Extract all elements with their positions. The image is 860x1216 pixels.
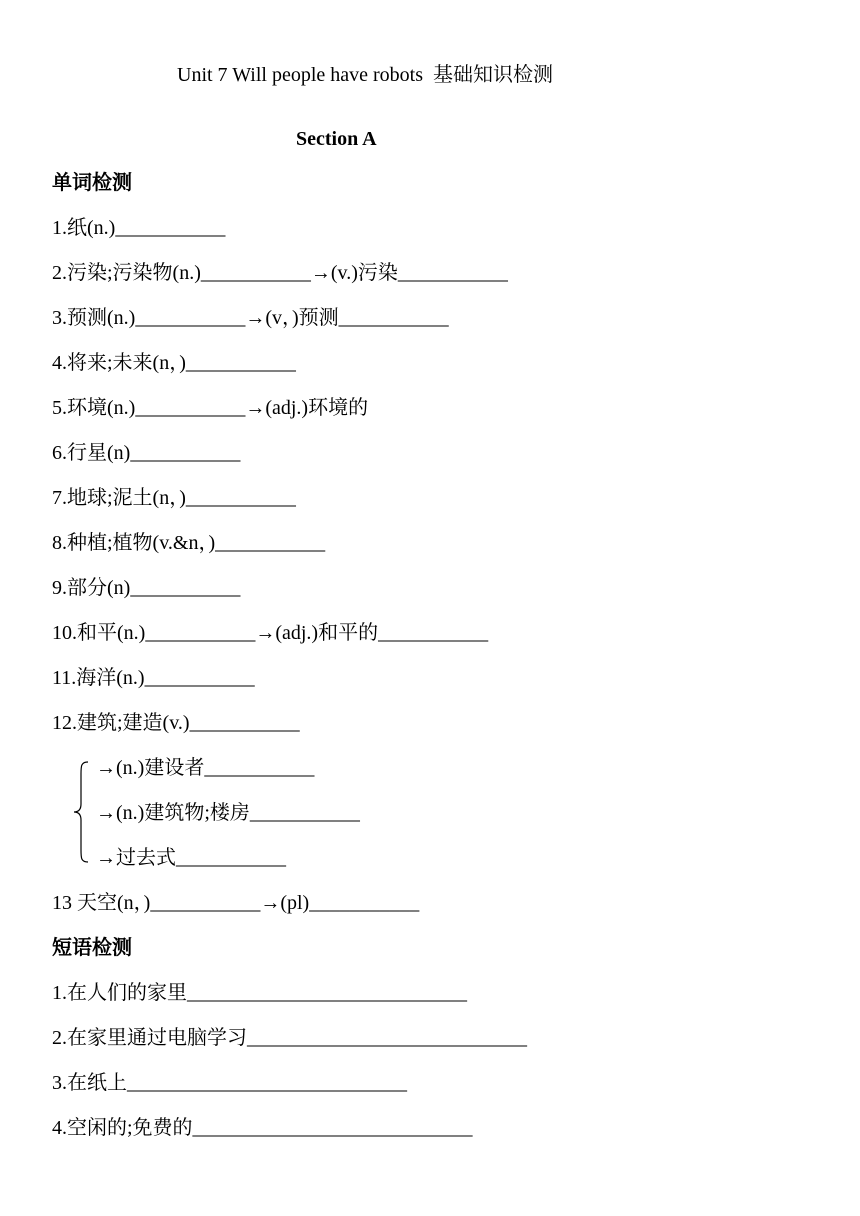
phrase-heading: 短语检测 — [52, 937, 132, 959]
vocab-heading: 单词检测 — [52, 172, 132, 194]
vocab-item: 1.纸(n.)___________ — [52, 217, 226, 239]
document-title: Unit 7 Will people have robots 基础知识检测 — [177, 64, 554, 86]
vocab-item: 5.环境(n.)___________→(adj.)环境的 — [52, 397, 369, 419]
section-title: Section A — [296, 128, 377, 150]
phrase-item: 3.在纸上____________________________ — [52, 1072, 407, 1094]
vocab-sub-item: →(n.)建设者___________ — [96, 757, 315, 779]
vocab-item: 2.污染;污染物(n.)___________→(v.)污染___________ — [52, 262, 508, 284]
vocab-item: 9.部分(n)___________ — [52, 577, 241, 599]
phrase-item: 1.在人们的家里____________________________ — [52, 982, 467, 1004]
vocab-item: 8.种植;植物(v.&n，)___________ — [52, 532, 326, 554]
vocab-item: 10.和平(n.)___________→(adj.)和平的___________ — [52, 622, 489, 644]
vocab-item: 4.将来;未来(n，)___________ — [52, 352, 296, 374]
phrase-item: 2.在家里通过电脑学习____________________________ — [52, 1027, 527, 1049]
vocab-sub-item: →(n.)建筑物;楼房___________ — [96, 802, 360, 824]
vocab-item: 11.海洋(n.)___________ — [52, 667, 255, 689]
vocab-sub-item: →过去式___________ — [96, 847, 286, 869]
phrase-item: 4.空闲的;免费的____________________________ — [52, 1117, 473, 1139]
vocab-item: 3.预测(n.)___________→(v，)预测___________ — [52, 307, 449, 329]
vocab-item: 6.行星(n)___________ — [52, 442, 241, 464]
vocab-item: 12.建筑;建造(v.)___________ — [52, 712, 300, 734]
curly-brace-icon — [72, 760, 92, 864]
vocab-item: 13 天空(n，)___________→(pl)___________ — [52, 892, 420, 914]
vocab-item: 7.地球;泥土(n，)___________ — [52, 487, 296, 509]
